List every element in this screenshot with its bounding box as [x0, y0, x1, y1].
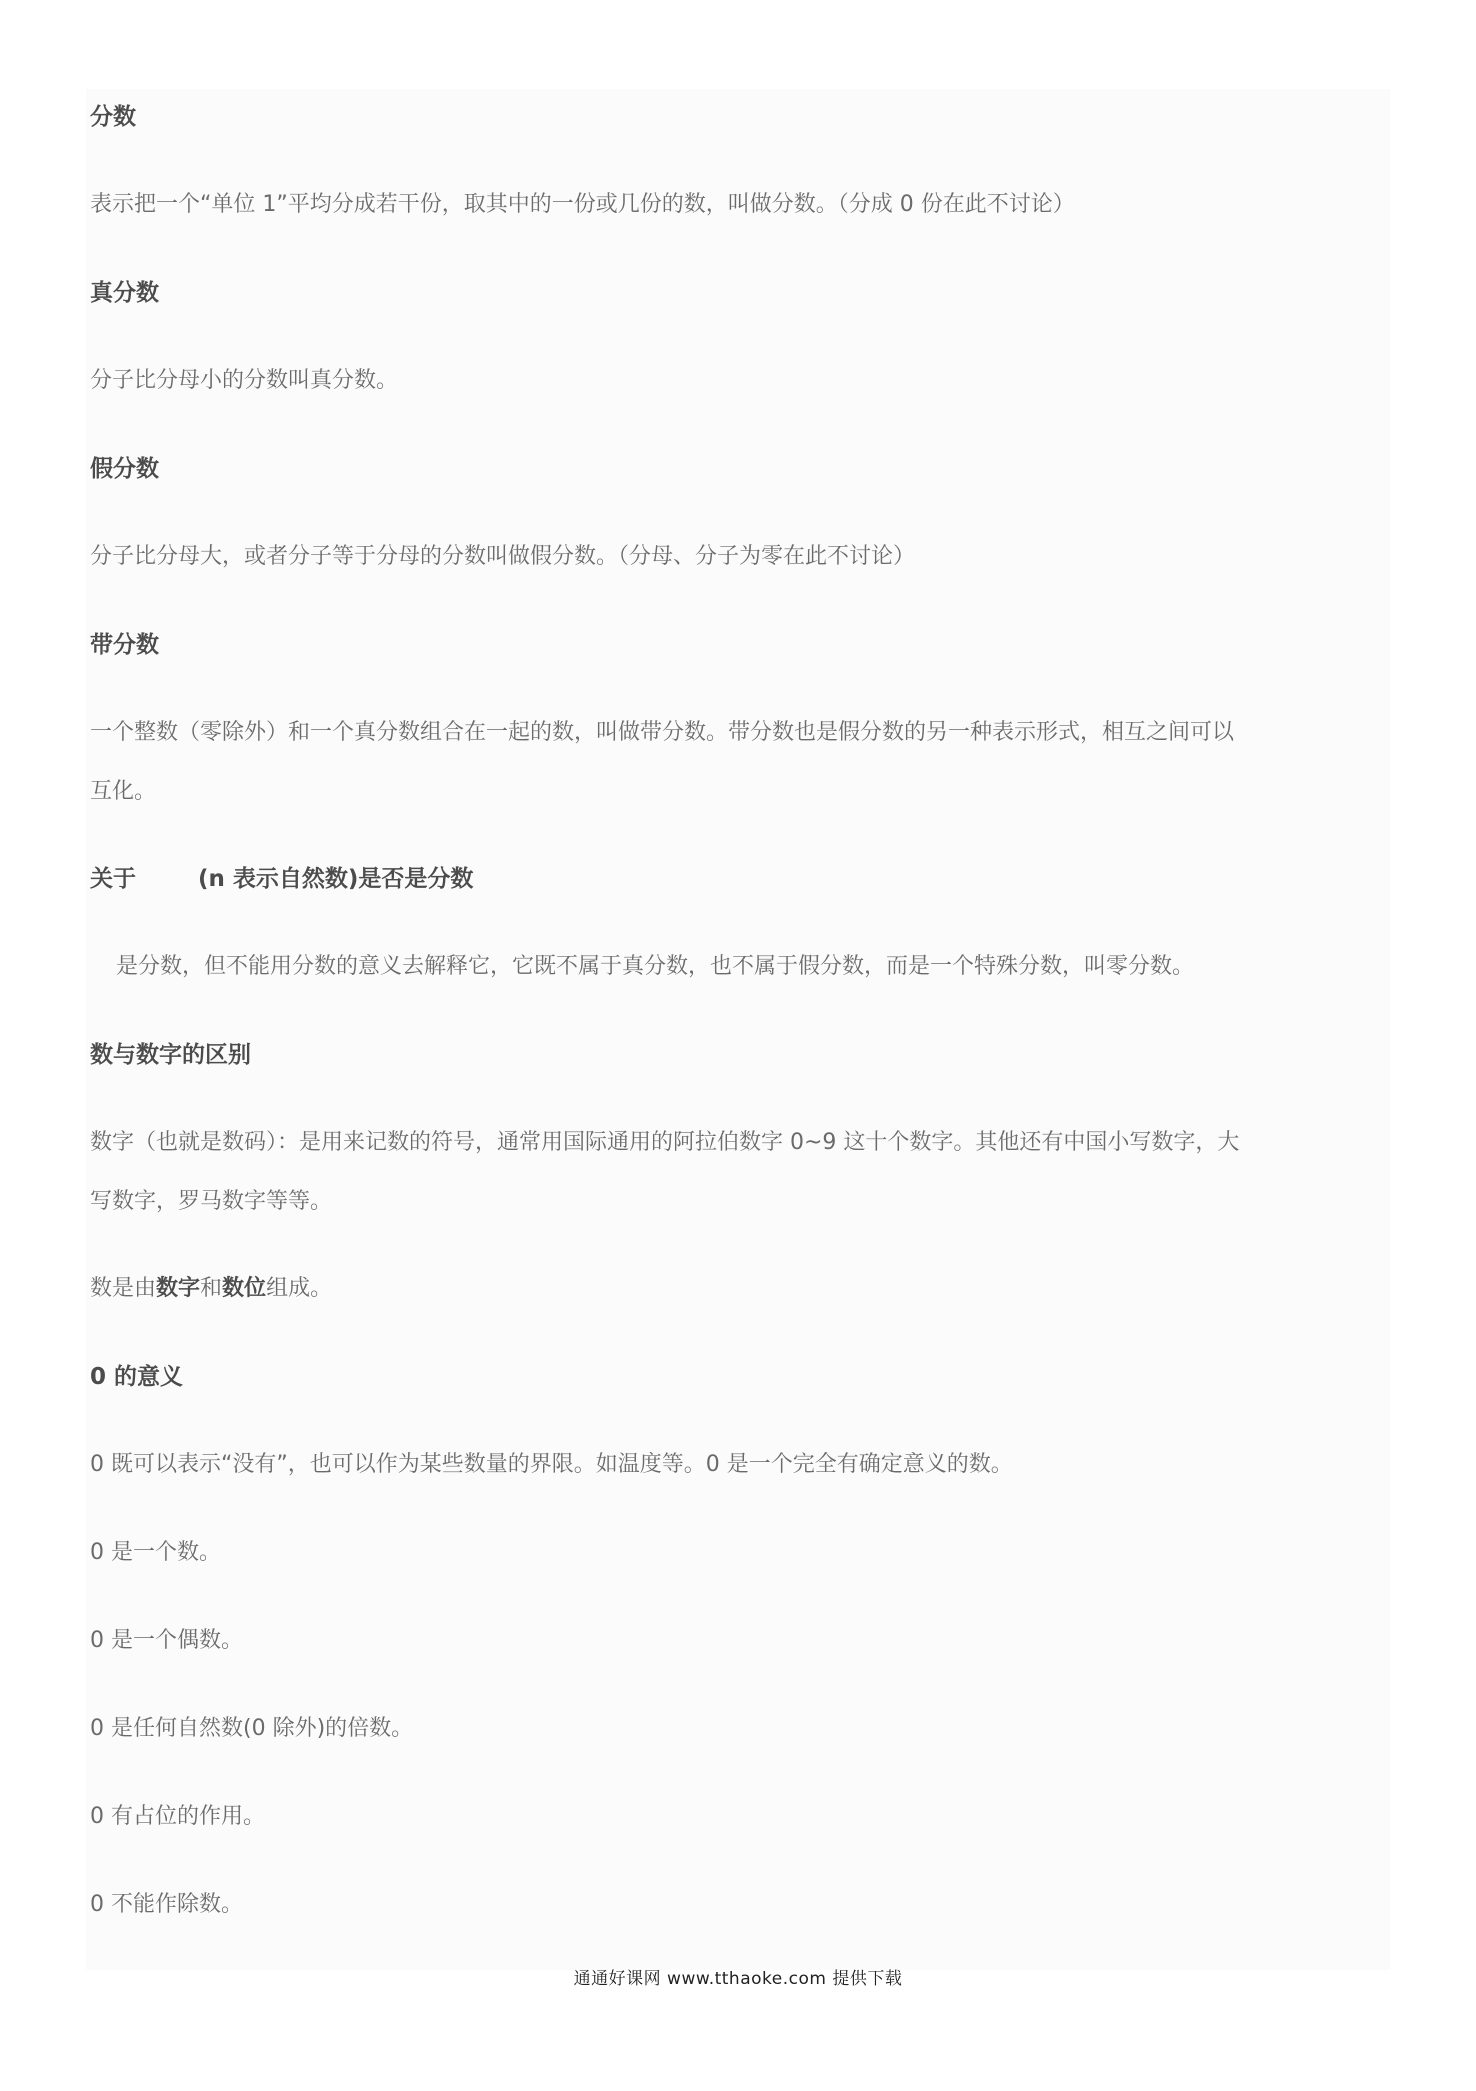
composition-prefix: 数是由 — [90, 1276, 157, 1301]
heading-improper-fraction: 假分数 — [90, 456, 159, 482]
zero-meaning-item: 0 是一个偶数。 — [90, 1628, 243, 1653]
number-vs-digit-text-line1: 数字（也就是数码）：是用来记数的符号，通常用国际通用的阿拉伯数字 0~9 这十个数字。其他还有中国小写数字，大 — [90, 1130, 1240, 1155]
heading-proper-fraction: 真分数 — [90, 280, 159, 306]
improper-fraction-definition: 分子比分母大，或者分子等于分母的分数叫做假分数。（分母、分子为零在此不讨论） — [90, 544, 916, 569]
heading-mixed-number: 带分数 — [90, 632, 159, 658]
mixed-number-definition-line1: 一个整数（零除外）和一个真分数组合在一起的数，叫做带分数。带分数也是假分数的另一种表示形式，相互之间可以 — [90, 720, 1235, 745]
composition-place: 数位 — [222, 1276, 267, 1301]
number-vs-digit-text-line2: 写数字，罗马数字等等。 — [90, 1189, 333, 1214]
composition-and: 和 — [200, 1276, 223, 1301]
zero-meaning-item: 0 不能作除数。 — [90, 1892, 243, 1917]
zero-meaning-item: 0 是任何自然数(0 除外)的倍数。 — [90, 1716, 414, 1741]
zero-over-n-text: 是分数，但不能用分数的意义去解释它，它既不属于真分数，也不属于假分数，而是一个特殊分数，叫零分数。 — [116, 954, 1195, 979]
heading-meaning-of-zero: 0 的意义 — [90, 1364, 184, 1390]
heading-zero-over-n — [90, 864, 473, 894]
fraction-definition: 表示把一个“单位 1”平均分成若干份，取其中的一份或几份的数，叫做分数。（分成 0 份在此不讨论） — [90, 192, 1075, 217]
zero-meaning-item: 0 是一个数。 — [90, 1540, 221, 1565]
heading-number-vs-digit: 数与数字的区别 — [90, 1042, 251, 1068]
proper-fraction-definition: 分子比分母小的分数叫真分数。 — [90, 368, 399, 393]
composition-digit: 数字 — [156, 1276, 201, 1301]
zero-over-n-title-prefix: 关于 — [90, 866, 136, 892]
mixed-number-definition-line2: 互化。 — [90, 779, 157, 804]
zero-meaning-item: 0 有占位的作用。 — [90, 1804, 265, 1829]
heading-fraction: 分数 — [90, 104, 136, 130]
footer-download-notice: 通通好课网 www.tthaoke.com 提供下载 — [573, 1969, 903, 1989]
zero-meaning-item: 0 既可以表示“没有”，也可以作为某些数量的界限。如温度等。0 是一个完全有确定意义的数。 — [90, 1452, 1013, 1477]
composition-suffix: 组成。 — [266, 1276, 333, 1301]
zero-over-n-title-suffix: (n 表示自然数)是否是分数 — [198, 866, 474, 892]
number-composition — [90, 1274, 332, 1304]
